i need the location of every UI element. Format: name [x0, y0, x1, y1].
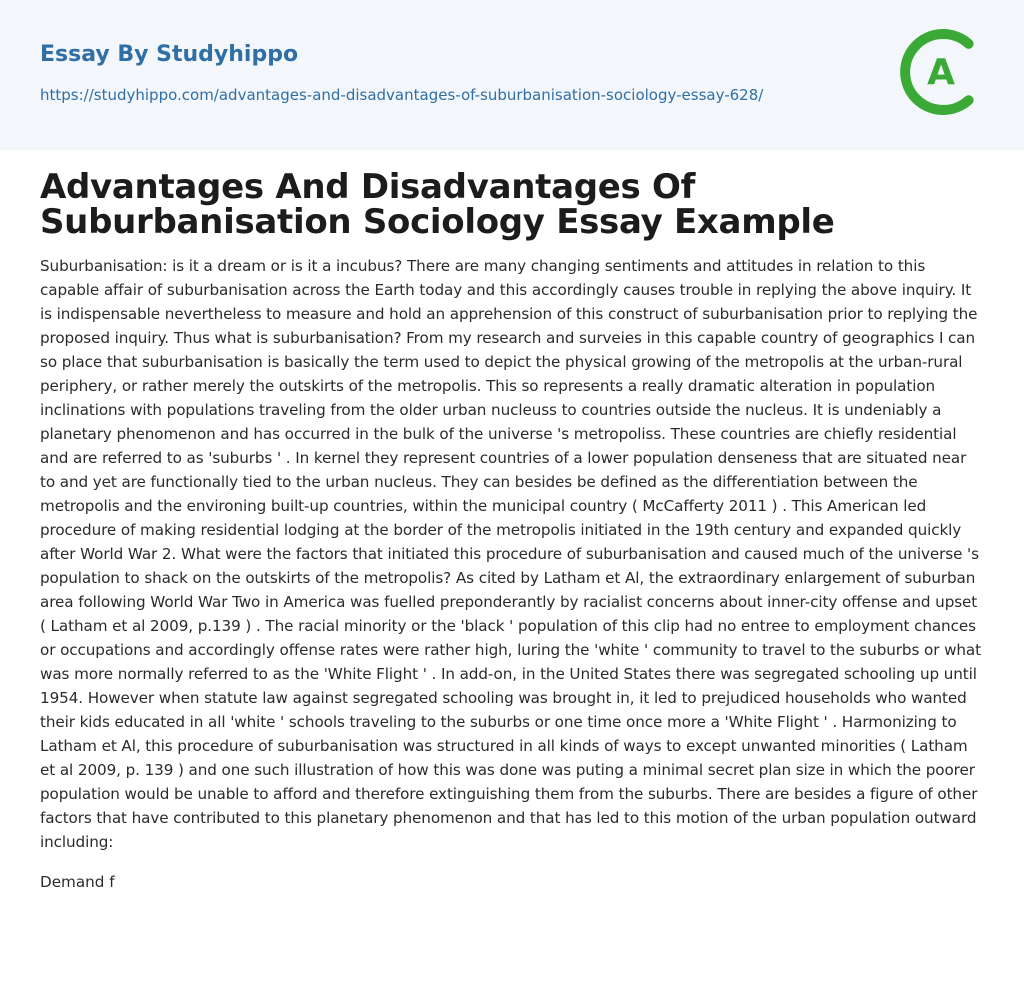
article-body: Suburbanisation: is it a dream or is it a incubus? There are many changing sentiments and attitudes in relation to this capable affair of suburbanisation across the Earth today and this accordingly causes trouble in replying the above inquiry. It is indispensable nevertheless to measure and hold an apprehension of this construct of suburbanisation prior to replying the proposed inquiry. Thus what is suburbanisation? From my research and surveies in this capable country of geographics I can so place that suburbanisation is basically the term used to depict the physical growing of the metropolis at the urban-rural periphery, or rather merely the outskirts of the metropolis. This so represents a really dramatic alteration in population inclinations with populations traveling from the older urban nucleuss to countries outside the nucleus. It is undeniably a planetary phenomenon and has occurred in the bulk of the universe 's metropoliss. These countries are chiefly residential and are referred to as 'suburbs ' . In kernel they represent countries of a lower population denseness that are situated near to and yet are functionally tied to the urban nucleus. They can besides be defined as the differentiation between the metropolis and the environing built-up countries, within the municipal country ( McCafferty 2011 ) . This American led procedure of making residential lodging at the border of the metropolis initiated in the 19th century and expanded quickly after World War 2. What were the factors that initiated this procedure of suburbanisation and caused much of the universe 's population to shack on the outskirts of the metropolis? As cited by Latham et Al, the extraordinary enlargement of suburban area following World War Two in America was fuelled preponderantly by racialist concerns about inner-city offense and upset ( Latham et al 2009, p.139 ) . The racial minority or the 'black ' population of this clip had no entree to employment chances or occupations and accordingly offense rates were rather high, luring the 'white ' community to travel to the suburbs or what was more normally referred to as the 'White Flight ' . In add-on, in the United States there was segregated schooling up until 1954. However when statute law against segregated schooling was brought in, it led to prejudiced households who wanted their kids educated in all 'white ' schools traveling to the suburbs or one time once more a 'White Flight ' . Harmonizing to Latham et Al, this procedure of suburbanisation was structured in all kinds of ways to except unwanted minorities ( Latham et al 2009, p. 139 ) and one such illustration of how this was done was puting a minimal secret plan size in which the poorer population would be unable to afford and therefore extinguishing them from the suburbs. There are besides a figure of other factors that have contributed to this planetary phenomenon and that has led to this motion of the urban population outward including: — [40, 257, 981, 851]
logo-letter: A — [927, 52, 955, 93]
page-title: Advantages And Disadvantages Of Suburbanisation Sociology Essay Example — [40, 167, 835, 242]
page-header — [0, 0, 1024, 150]
source-url-link[interactable]: https://studyhippo.com/advantages-and-disadvantages-of-suburbanisation-sociology-essay-628/ — [40, 86, 764, 104]
article-main — [0, 150, 1024, 894]
studyhippo-logo-icon[interactable] — [898, 28, 986, 116]
article-continuation: Demand f — [40, 873, 115, 891]
brand-name[interactable]: Essay By Studyhippo — [40, 42, 299, 67]
